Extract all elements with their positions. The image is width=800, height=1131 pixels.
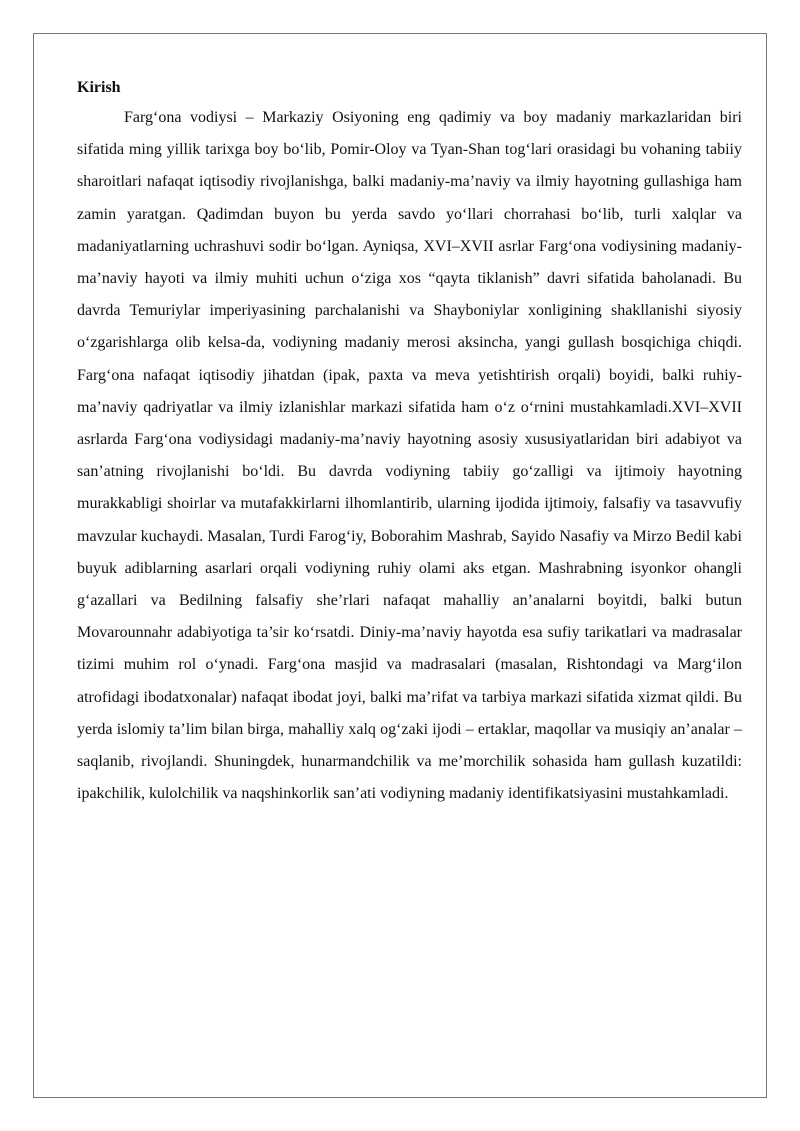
document-body	[77, 74, 742, 810]
section-heading: Kirish	[77, 79, 121, 96]
body-paragraph: Farg‘ona vodiysi – Markaziy Osiyoning eng qadimiy va boy madaniy markazlaridan biri sifatida ming yillik tarixga boy bo‘lib, Pomir-Oloy va Tyan-Shan tog‘lari orasidagi bu vohaning tabiiy sharoitlari nafaqat iqtisodiy rivojlanishga, balki madaniy-ma’naviy va ilmiy hayotning gullashiga ham zamin yaratgan. Qadimdan buyon bu yerda savdo yo‘llari chorrahasi bo‘lib, turli xalqlar va madaniyatlarning uchrashuvi sodir bo‘lgan. Ayniqsa, XVI–XVII asrlar Farg‘ona vodiysining madaniy-ma’naviy hayoti va ilmiy muhiti uchun o‘ziga xos “qayta tiklanish” davri sifatida baholanadi. Bu davrda Temuriylar imperiyasining parchalanishi va Shayboniylar xonligining shakllanishi siyosiy o‘zgarishlarga olib kelsa-da, vodiyning madaniy merosi aksincha, yangi gullash bosqichiga chiqdi. Farg‘ona nafaqat iqtisodiy jihatdan (ipak, paxta va meva yetishtirish orqali) boyidi, balki ruhiy-ma’naviy qadriyatlar va ilmiy izlanishlar markazi sifatida ham o‘z o‘rnini mustahkamladi.XVI–XVII asrlarda Farg‘ona vodiysidagi madaniy-ma’naviy hayotning asosiy xususiyatlaridan biri adabiyot va san’atning rivojlanishi bo‘ldi. Bu davrda vodiyning tabiiy go‘zalligi va ijtimoiy hayotning murakkabligi shoirlar va mutafakkirlarni ilhomlantirib, ularning ijodida ijtimoiy, falsafiy va tasavvufiy mavzular kuchaydi. Masalan, Turdi Farog‘iy, Boborahim Mashrab, Sayido Nasafiy va Mirzo Bedil kabi buyuk adiblarning asarlari orqali vodiyning ruhiy olami aks etgan. Mashrabning isyonkor ohangli g‘azallari va Bedilning falsafiy she’rlari nafaqat mahalliy an’analarni boyitdi, balki butun Movarounnahr adabiyotiga ta’sir ko‘rsatdi. Diniy-ma’naviy hayotda esa sufiy tarikatlari va madrasalar tizimi muhim rol o‘ynadi. Farg‘ona masjid va madrasalari (masalan, Rishtondagi va Marg‘ilon atrofidagi ibodatxonalar) nafaqat ibodat joyi, balki ma’rifat va tarbiya markazi sifatida xizmat qildi. Bu yerda islomiy ta’lim bilan birga, mahalliy xalq og‘zaki ijodi – ertaklar, maqollar va musiqiy an’analar – saqlanib, rivojlandi. Shuningdek, hunarmandchilik va me’morchilik sohasida ham gullash kuzatildi: ipakchilik, kulolchilik va naqshinkorlik san’ati vodiyning madaniy identifikatsiyasini mustahkamladi.	[77, 109, 742, 803]
